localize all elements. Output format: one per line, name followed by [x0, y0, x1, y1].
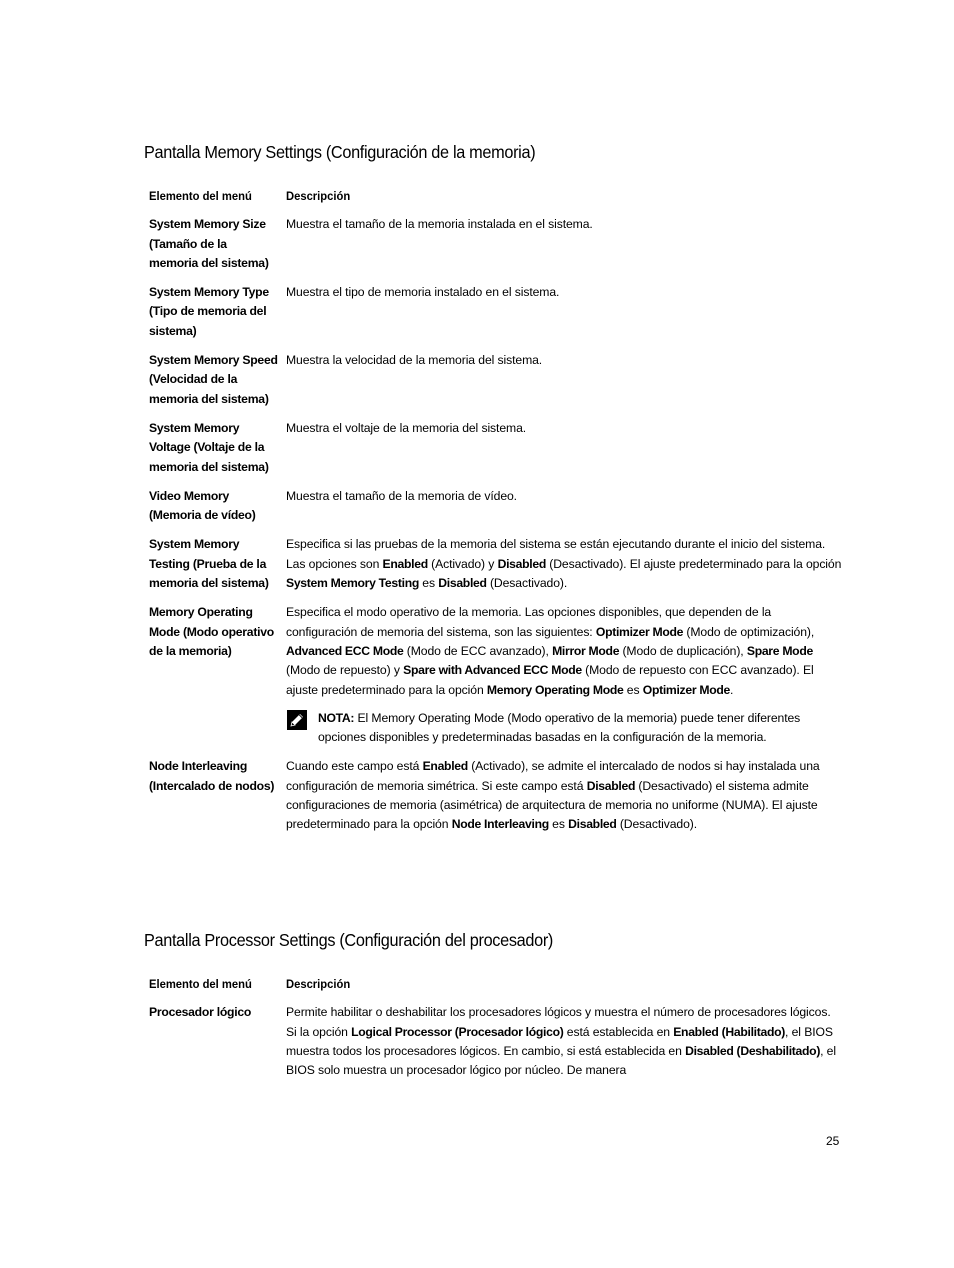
table-row	[143, 1003, 843, 1090]
column-header-item: Elemento del menú	[149, 977, 252, 991]
bold-term: Disabled	[497, 556, 546, 571]
text-run: (Activado), se admite el intercalado de nodos si hay instalada una configuración de memoria simétrica. Si este campo está	[286, 759, 820, 793]
text-run: Muestra la velocidad de la memoria del sistema.	[286, 353, 543, 368]
bold-term: Node Interleaving	[451, 817, 549, 832]
menu-item-label: System Memory Voltage (Voltaje de la memoria del sistema)	[149, 420, 269, 474]
text-run: Muestra el tipo de memoria instalado en el sistema.	[286, 285, 560, 300]
text-run: (Desactivado). El ajuste predeterminado para la opción	[545, 556, 842, 571]
table-row	[143, 215, 843, 283]
table-row	[143, 757, 843, 844]
table-header-row	[143, 975, 843, 1003]
text-run: .	[729, 682, 734, 697]
menu-item-description	[280, 215, 843, 283]
column-header-item: Elemento del menú	[149, 189, 252, 203]
table-row	[143, 283, 843, 351]
menu-item-label: Node Interleaving (Intercalado de nodos)	[149, 759, 275, 793]
menu-item-description	[280, 419, 843, 487]
bold-term: Spare Mode	[746, 643, 813, 658]
text-run: está establecida en	[563, 1024, 674, 1039]
text-run: , el BIOS solo muestra un procesador lógico por núcleo. De manera	[286, 1043, 836, 1078]
text-run: Muestra el tamaño de la memoria instalada en el sistema.	[286, 217, 593, 232]
menu-item-label: System Memory Speed (Velocidad de la memoria del sistema)	[149, 353, 278, 406]
memory-settings-table	[143, 187, 843, 845]
bold-term: Logical Processor (Procesador lógico)	[351, 1024, 564, 1039]
column-header-description: Descripción	[286, 977, 351, 991]
text-run: El Memory Operating Mode (Modo operativo de la memoria) puede tener diferentes opciones disponibles y predeterminadas basadas en la configuración de la memoria.	[318, 710, 801, 745]
note-text	[318, 709, 843, 748]
page-number: 25	[826, 1134, 840, 1148]
text-run: Muestra el voltaje de la memoria del sistema.	[286, 420, 527, 435]
table-row	[143, 351, 843, 419]
note-pencil-icon	[286, 709, 308, 731]
menu-item-description	[280, 351, 843, 419]
text-run: es	[548, 817, 569, 832]
text-run: (Activado) y	[427, 556, 498, 571]
table-row	[143, 487, 843, 536]
bold-term: Spare with Advanced ECC Mode	[403, 663, 582, 678]
text-run: (Modo de repuesto) y	[286, 663, 404, 678]
menu-item-description	[280, 757, 843, 844]
menu-item-description	[280, 535, 843, 603]
text-run: Especifica si las pruebas de la memoria del sistema se están ejecutando durante el inicio del sistema. Las opciones son	[286, 537, 826, 571]
processor-settings-table	[143, 975, 843, 1090]
table-row	[143, 603, 843, 757]
text-run: Muestra el tamaño de la memoria de vídeo.	[286, 488, 517, 503]
bold-term: Disabled (Deshabilitado)	[685, 1043, 821, 1058]
bold-term: Disabled	[586, 778, 636, 793]
menu-item-label: Procesador lógico	[149, 1005, 252, 1020]
bold-term: NOTA:	[318, 710, 355, 725]
text-run: (Desactivado).	[486, 576, 568, 591]
menu-item-description	[280, 283, 843, 351]
section-title-processor: Pantalla Processor Settings (Configuración del procesador)	[144, 930, 554, 950]
text-run: Permite habilitar o deshabilitar los procesadores lógicos y muestra el número de procesadores lógicos. Si la opción	[286, 1005, 831, 1039]
table-row	[143, 535, 843, 603]
text-run: Cuando este campo está	[286, 759, 423, 774]
bold-term: Enabled	[382, 556, 428, 571]
menu-item-description	[280, 487, 843, 536]
text-run: (Desactivado).	[616, 817, 697, 832]
column-header-description: Descripción	[286, 189, 351, 203]
menu-item-label: System Memory Testing (Prueba de la memoria del sistema)	[149, 537, 269, 591]
text-run: (Modo de repuesto con ECC avanzado). El ajuste predeterminado para la opción	[286, 663, 814, 697]
table-header-row	[143, 187, 843, 215]
text-run: (Modo de duplicación),	[619, 643, 747, 658]
text-run: (Modo de optimización),	[683, 624, 815, 639]
text-run: (Modo de ECC avanzado),	[403, 643, 553, 658]
bold-term: Disabled	[438, 576, 487, 591]
text-run: , el BIOS muestra todos los procesadores lógicos. En cambio, si está establecida en	[286, 1024, 833, 1058]
bold-term: Enabled (Habilitado)	[673, 1024, 786, 1039]
bold-term: Memory Operating Mode	[486, 682, 624, 697]
menu-item-label: Memory Operating Mode (Modo operativo de la memoria)	[149, 605, 274, 658]
menu-item-description	[280, 1003, 843, 1090]
section-title-memory: Pantalla Memory Settings (Configuración de la memoria)	[144, 142, 536, 162]
menu-item-description	[286, 603, 843, 699]
bold-term: Mirror Mode	[552, 643, 620, 658]
bold-term: Disabled	[568, 817, 617, 832]
text-run: (Desactivado) el sistema admite configuraciones de memoria (asimétrica) de arquitectura de memoria no uniforme (NUMA). El ajuste predeterminado para la opción	[286, 778, 818, 832]
text-run: Especifica el modo operativo de la memoria. Las opciones disponibles, que dependen de la configuración de memoria del sistema, son las siguientes:	[286, 605, 772, 639]
menu-item-label: Video Memory (Memoria de vídeo)	[149, 488, 256, 523]
text-run: es	[623, 682, 643, 697]
text-run: es	[419, 576, 439, 591]
note-box	[286, 709, 843, 748]
bold-term: Optimizer Mode	[595, 624, 684, 639]
menu-item-label: System Memory Type (Tipo de memoria del sistema)	[149, 285, 269, 338]
menu-item-label: System Memory Size (Tamaño de la memoria del sistema)	[149, 217, 269, 270]
table-row	[143, 419, 843, 487]
bold-term: Optimizer Mode	[642, 682, 730, 697]
bold-term: System Memory Testing	[286, 576, 419, 591]
bold-term: Enabled	[422, 759, 468, 774]
bold-term: Advanced ECC Mode	[286, 643, 404, 658]
menu-item-description-cell	[280, 603, 843, 757]
